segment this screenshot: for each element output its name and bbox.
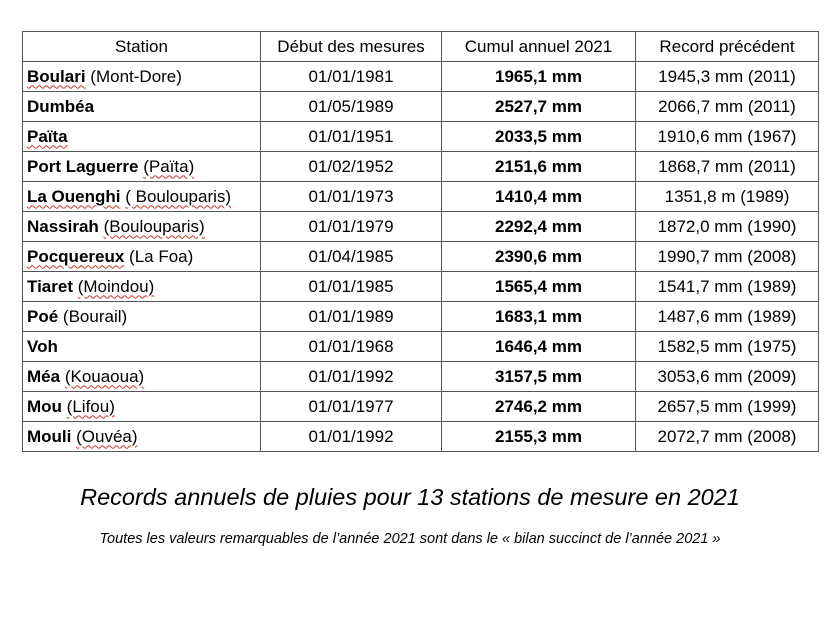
station-name: Pocquereux: [27, 246, 125, 266]
debut-cell: 01/01/1977: [261, 392, 442, 422]
record-cell: 2657,5 mm (1999): [636, 392, 819, 422]
header-cumul-annuel: Cumul annuel 2021: [442, 32, 636, 62]
debut-cell: 01/01/1992: [261, 422, 442, 452]
table-row: [23, 242, 819, 272]
record-cell: 1487,6 mm (1989): [636, 302, 819, 332]
record-cell: 1910,6 mm (1967): [636, 122, 819, 152]
rainfall-records-table: [22, 31, 819, 452]
station-cell: [23, 62, 261, 92]
header-station: Station: [23, 32, 261, 62]
cumul-cell: 1410,4 mm: [442, 182, 636, 212]
cumul-cell: 2292,4 mm: [442, 212, 636, 242]
header-debut-mesures: Début des mesures: [261, 32, 442, 62]
debut-cell: 01/01/1985: [261, 272, 442, 302]
cumul-cell: 1965,1 mm: [442, 62, 636, 92]
station-place: (La Foa): [129, 246, 194, 266]
station-cell: [23, 362, 261, 392]
table-header-row: [23, 32, 819, 62]
cumul-cell: 2033,5 mm: [442, 122, 636, 152]
table-caption-note: Toutes les valeurs remarquables de l’année 2021 sont dans le « bilan succinct de l’année 2021 »: [99, 531, 721, 547]
station-cell: [23, 302, 261, 332]
debut-cell: 01/01/1992: [261, 362, 442, 392]
station-name: Nassirah: [27, 216, 99, 236]
cumul-cell: 1683,1 mm: [442, 302, 636, 332]
table-row: [23, 362, 819, 392]
record-cell: 2066,7 mm (2011): [636, 92, 819, 122]
record-cell: 1872,0 mm (1990): [636, 212, 819, 242]
record-cell: 1582,5 mm (1975): [636, 332, 819, 362]
station-cell: [23, 392, 261, 422]
record-cell: 2072,7 mm (2008): [636, 422, 819, 452]
cumul-cell: 2527,7 mm: [442, 92, 636, 122]
station-cell: [23, 92, 261, 122]
station-place: ( Boulouparis): [125, 186, 232, 206]
debut-cell: 01/01/1989: [261, 302, 442, 332]
debut-cell: 01/01/1981: [261, 62, 442, 92]
station-name: Voh: [27, 336, 58, 356]
station-name: Boulari: [27, 66, 86, 86]
station-name: La Ouenghi: [27, 186, 121, 206]
debut-cell: 01/01/1968: [261, 332, 442, 362]
record-cell: 1351,8 m (1989): [636, 182, 819, 212]
station-cell: [23, 152, 261, 182]
station-name: Dumbéa: [27, 96, 95, 116]
debut-cell: 01/05/1989: [261, 92, 442, 122]
debut-cell: 01/01/1979: [261, 212, 442, 242]
cumul-cell: 2746,2 mm: [442, 392, 636, 422]
record-cell: 1541,7 mm (1989): [636, 272, 819, 302]
record-cell: 3053,6 mm (2009): [636, 362, 819, 392]
debut-cell: 01/01/1973: [261, 182, 442, 212]
station-cell: [23, 422, 261, 452]
station-place: (Boulouparis): [103, 216, 205, 236]
station-place: (Bourail): [62, 306, 128, 326]
table-row: [23, 62, 819, 92]
cumul-cell: 1565,4 mm: [442, 272, 636, 302]
station-cell: [23, 272, 261, 302]
cumul-cell: 2155,3 mm: [442, 422, 636, 452]
cumul-cell: 2151,6 mm: [442, 152, 636, 182]
station-place: (Lifou): [66, 396, 115, 416]
table-row: [23, 272, 819, 302]
record-cell: 1990,7 mm (2008): [636, 242, 819, 272]
station-place: (Kouaoua): [64, 366, 145, 386]
table-row: [23, 302, 819, 332]
station-name: Païta: [27, 126, 68, 146]
station-cell: [23, 122, 261, 152]
cumul-cell: 1646,4 mm: [442, 332, 636, 362]
cumul-cell: 3157,5 mm: [442, 362, 636, 392]
table-row: [23, 392, 819, 422]
station-name: Mouli: [27, 426, 72, 446]
debut-cell: 01/01/1951: [261, 122, 442, 152]
station-place: (Mont-Dore): [90, 66, 182, 86]
header-record-precedent: Record précédent: [636, 32, 819, 62]
record-cell: 1945,3 mm (2011): [636, 62, 819, 92]
station-cell: [23, 212, 261, 242]
station-name: Port Laguerre: [27, 156, 139, 176]
debut-cell: 01/04/1985: [261, 242, 442, 272]
table-row: [23, 122, 819, 152]
cumul-cell: 2390,6 mm: [442, 242, 636, 272]
station-name: Mou: [27, 396, 62, 416]
station-place: (Moindou): [77, 276, 155, 296]
table-row: [23, 332, 819, 362]
station-cell: [23, 332, 261, 362]
debut-cell: 01/02/1952: [261, 152, 442, 182]
table-row: [23, 182, 819, 212]
station-name: Tiaret: [27, 276, 73, 296]
table-caption-title: Records annuels de pluies pour 13 stations de mesure en 2021: [80, 484, 740, 510]
record-cell: 1868,7 mm (2011): [636, 152, 819, 182]
station-cell: [23, 242, 261, 272]
table-row: [23, 212, 819, 242]
table-row: [23, 92, 819, 122]
table-row: [23, 422, 819, 452]
station-place: (Païta): [143, 156, 195, 176]
station-name: Poé: [27, 306, 59, 326]
station-cell: [23, 182, 261, 212]
table-row: [23, 152, 819, 182]
station-name: Méa: [27, 366, 61, 386]
station-place: (Ouvéa): [76, 426, 138, 446]
